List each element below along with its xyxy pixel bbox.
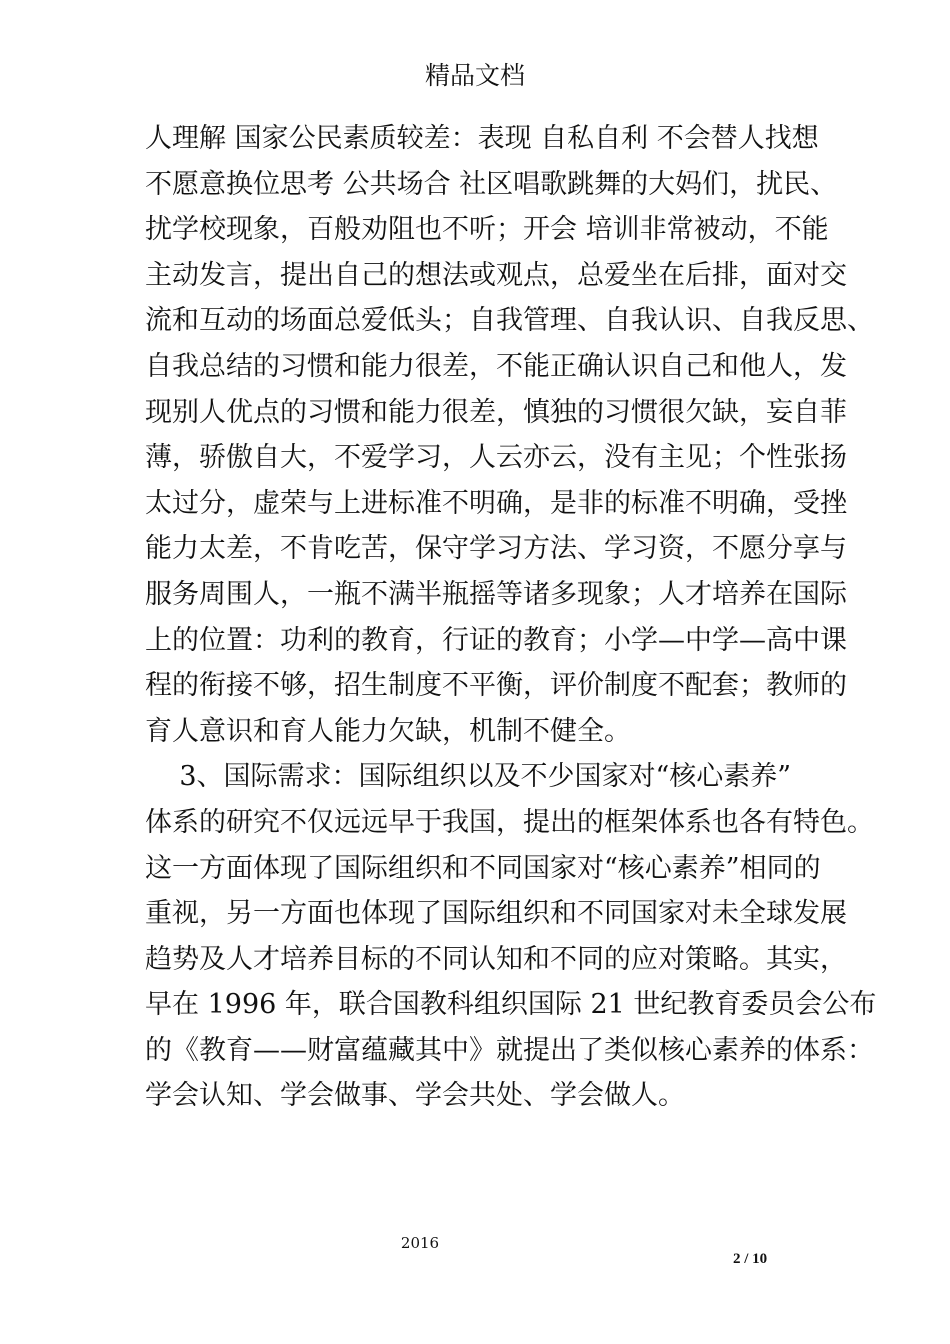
body-line: 自我总结的习惯和能力很差，不能正确认识自己和他人，发: [145, 350, 847, 382]
body-line: 流和互动的场面总爱低头；自我管理、自我认识、自我反思、: [145, 305, 874, 337]
body-line: 扰学校现象，百般劝阻也不听；开会 培训非常被动，不能: [145, 214, 829, 246]
body-line: 太过分，虚荣与上进标准不明确，是非的标准不明确，受挫: [145, 487, 847, 519]
page-header-title: 精品文档: [424, 61, 525, 90]
body-line: 育人意识和育人能力欠缺，机制不健全。: [145, 715, 631, 747]
body-line: 早在 1996 年，联合国教科组织国际 21 世纪教育委员会公布: [145, 989, 877, 1021]
body-line: 主动发言，提出自己的想法或观点，总爱坐在后排，面对交: [145, 259, 847, 291]
body-line: 人理解 国家公民素质较差：表现 自私自利 不会替人找想: [145, 123, 819, 154]
body-line: 这一方面体现了国际组织和不同国家对“核心素养”相同的: [145, 852, 821, 884]
body-line: 能力太差，不肯吃苦，保守学习方法、学习资，不愿分享与: [145, 533, 847, 565]
body-line: 不愿意换位思考 公共场合 社区唱歌跳舞的大妈们，扰民、: [145, 168, 838, 200]
body-line: 学会认知、学会做事、学会共处、学会做人。: [145, 1080, 685, 1112]
body-line: 的《教育——财富蕴藏其中》就提出了类似核心素养的体系：: [145, 1034, 874, 1066]
footer-year: 2016: [400, 1234, 440, 1252]
body-line: 程的衔接不够，招生制度不平衡，评价制度不配套；教师的: [145, 670, 847, 702]
page-number: 2 / 10: [733, 1251, 768, 1267]
body-line: 3、国际需求：国际组织以及不少国家对“核心素养”: [145, 761, 792, 793]
body-line: 薄，骄傲自大，不爱学习，人云亦云，没有主见；个性张扬: [145, 442, 847, 474]
body-line: 上的位置：功利的教育，行证的教育；小学—中学—高中课: [145, 624, 847, 656]
body-line: 重视，另一方面也体现了国际组织和不同国家对未全球发展: [145, 898, 847, 930]
body-line: 体系的研究不仅远远早于我国，提出的框架体系也各有特色。: [145, 806, 874, 838]
body-line: 趋势及人才培养目标的不同认知和不同的应对策略。其实，: [145, 943, 847, 975]
body-line: 服务周围人，一瓶不满半瓶摇等诸多现象；人才培养在国际: [145, 578, 847, 610]
document-body: [145, 116, 877, 1119]
body-line: 现别人优点的习惯和能力很差，慎独的习惯很欠缺，妄自菲: [145, 396, 847, 428]
